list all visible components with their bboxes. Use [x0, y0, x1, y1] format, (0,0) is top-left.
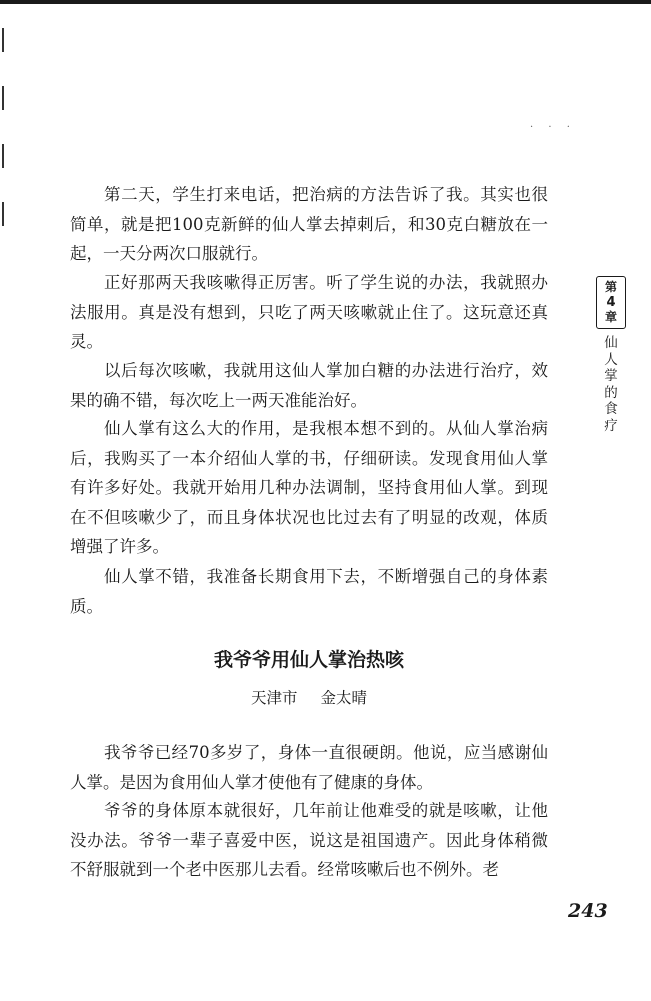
chapter-tab — [596, 276, 626, 434]
article-paragraph-1: 我爷爷已经70多岁了，身体一直很硬朗。他说，应当感谢仙人掌。是因为食用仙人掌才使他有了健康的身体。 — [70, 743, 548, 792]
chapter-label-bottom: 章 — [604, 310, 617, 324]
binding-marks — [2, 28, 4, 260]
paragraph-4: 仙人掌有这么大的作用，是我根本想不到的。从仙人掌治病后，我购买了一本介绍仙人掌的书，仔细研读。发现食用仙人掌有许多好处。我就开始用几种办法调制，坚持食用仙人掌。到现在不但咳嗽少了，而且身体状况也比过去有了明显的改观，体质增强了许多。 — [70, 419, 548, 556]
top-rule — [0, 0, 651, 4]
chapter-title-char: 仙 — [604, 335, 618, 351]
scan-specks: · · · — [530, 122, 576, 133]
paragraph-3: 以后每次咳嗽，我就用这仙人掌加白糖的办法进行治疗，效果的确不错，每次吃上一两天准能治好。 — [70, 361, 548, 410]
paragraph-5: 仙人掌不错，我准备长期食用下去，不断增强自己的身体素质。 — [70, 567, 548, 616]
chapter-title-char: 食 — [604, 401, 618, 417]
paragraph-2: 正好那两天我咳嗽得正厉害。听了学生说的办法，我就照办法服用。真是没有想到，只吃了两天咳嗽就止住了。这玩意还真灵。 — [70, 273, 548, 351]
paragraph-1: 第二天，学生打来电话，把治病的方法告诉了我。其实也很简单，就是把100克新鲜的仙人掌去掉刺后，和30克白糖放在一起，一天分两次口服就行。 — [70, 185, 548, 263]
page-number: 243 — [568, 900, 608, 922]
chapter-title-char: 人 — [604, 351, 618, 368]
chapter-title-char: 疗 — [604, 417, 618, 434]
chapter-label-top: 第 — [604, 280, 617, 294]
article-paragraph-2: 爷爷的身体原本就很好，几年前让他难受的就是咳嗽，让他没办法。爷爷一辈子喜爱中医，说这是祖国遗产。因此身体稍微不舒服就到一个老中医那儿去看。经常咳嗽后也不例外。老 — [70, 801, 548, 879]
chapter-number: 4 — [606, 295, 616, 310]
article-byline: 天津市 金太晴 — [251, 689, 367, 707]
chapter-title-char: 掌 — [604, 368, 618, 384]
chapter-title — [596, 335, 626, 434]
article-title: 我爷爷用仙人掌治热咳 — [213, 649, 404, 671]
chapter-number-box — [596, 276, 626, 329]
chapter-title-char: 的 — [604, 384, 618, 401]
